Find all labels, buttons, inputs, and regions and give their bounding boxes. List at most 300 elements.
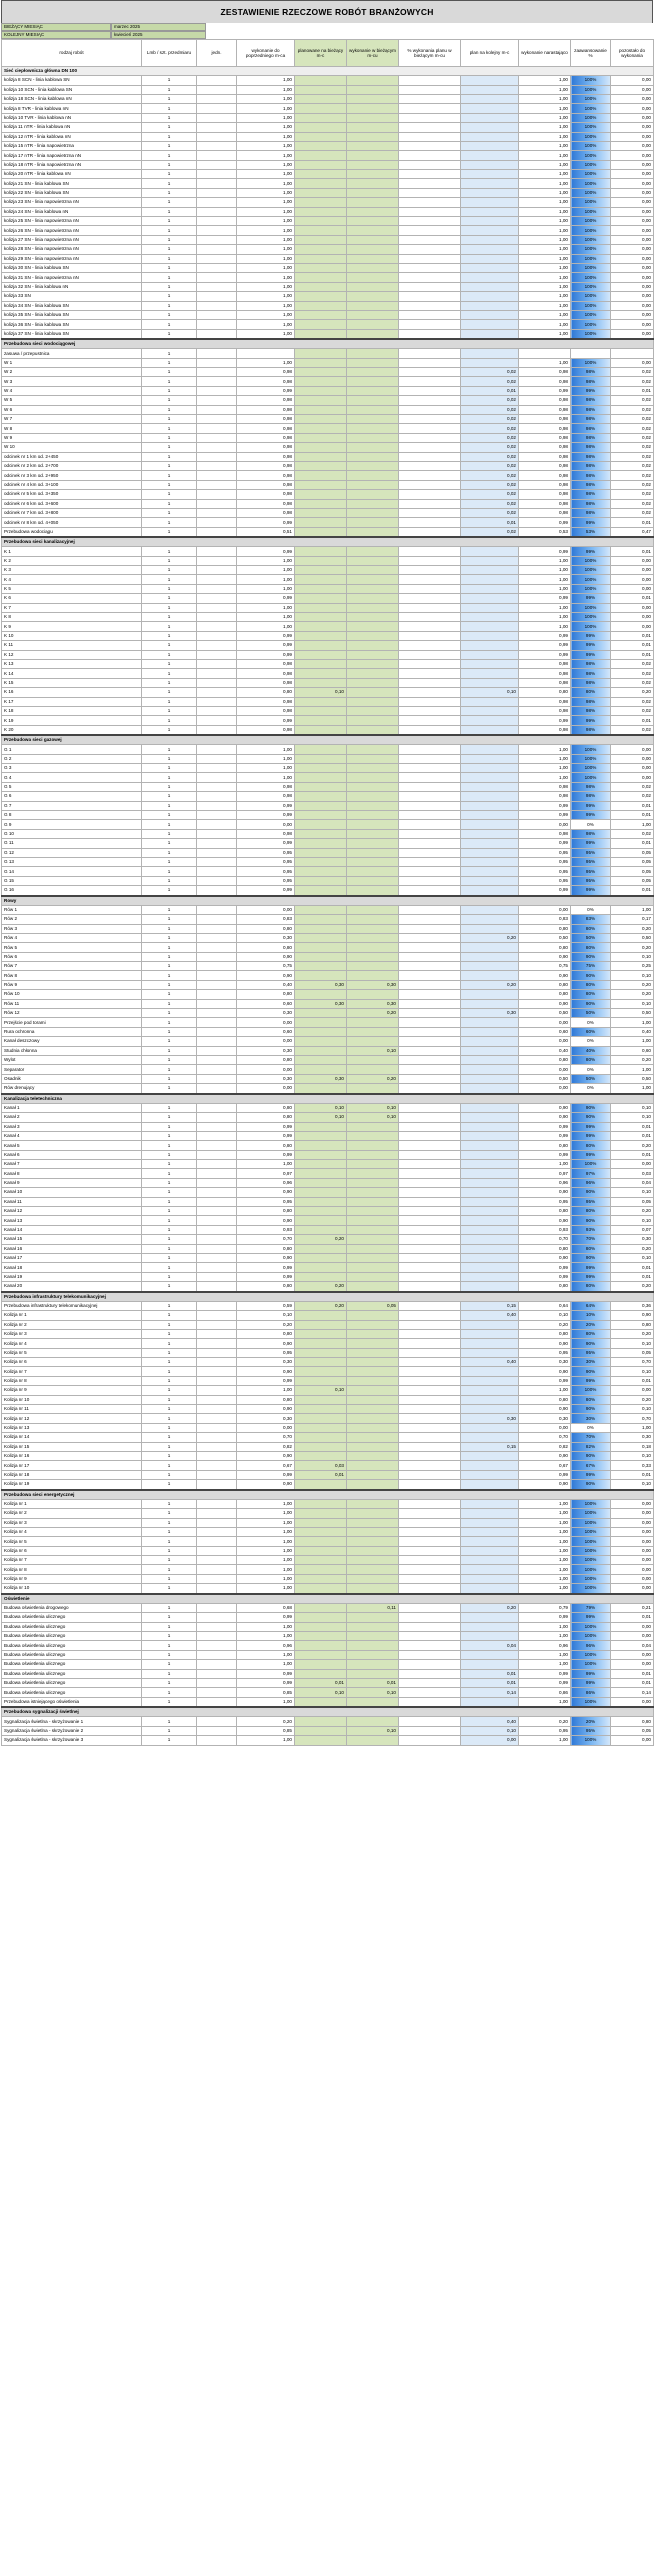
table-cell <box>197 358 237 367</box>
table-cell: Kanał 10 <box>2 1188 142 1197</box>
table-cell <box>399 1565 461 1574</box>
table-cell: 0,90 <box>237 1405 295 1414</box>
table-cell: 0,99 <box>237 1122 295 1131</box>
table-cell <box>347 1282 399 1292</box>
table-cell <box>347 368 399 377</box>
table-cell <box>197 508 237 517</box>
table-cell: 79% <box>571 1603 611 1612</box>
table-cell <box>295 1197 347 1206</box>
table-cell: 1,00 <box>519 151 571 160</box>
table-row <box>2 1414 654 1423</box>
table-cell: 0,98 <box>237 669 295 678</box>
table-cell: 0,99 <box>237 1470 295 1479</box>
table-cell <box>399 104 461 113</box>
table-cell: 1 <box>142 452 197 461</box>
table-cell <box>399 745 461 754</box>
table-cell: 0,90 <box>519 1254 571 1263</box>
table-cell: 0,00 <box>611 754 654 763</box>
table-row <box>2 1329 654 1338</box>
table-cell: 0,01 <box>295 1470 347 1479</box>
table-cell: 0,01 <box>611 1150 654 1159</box>
table-cell: 98% <box>571 725 611 735</box>
table-row <box>2 1178 654 1187</box>
table-cell: 0,00 <box>611 264 654 273</box>
table-cell: 95% <box>571 1348 611 1357</box>
table-cell: 99% <box>571 1470 611 1479</box>
table-cell: 1 <box>142 952 197 961</box>
table-cell <box>399 1207 461 1216</box>
table-cell <box>399 1018 461 1027</box>
table-cell <box>295 310 347 319</box>
table-cell <box>461 160 519 169</box>
table-cell: 1 <box>142 1348 197 1357</box>
table-cell <box>197 1452 237 1461</box>
table-cell <box>399 85 461 94</box>
table-cell <box>461 1395 519 1404</box>
table-cell <box>197 782 237 791</box>
table-cell: 0,98 <box>519 462 571 471</box>
table-cell: 0,02 <box>611 792 654 801</box>
table-cell: 1,00 <box>237 264 295 273</box>
table-cell: 95% <box>571 1726 611 1735</box>
table-cell: 0,10 <box>611 1188 654 1197</box>
table-cell <box>295 943 347 952</box>
table-cell: Kolizja nr 8 <box>2 1565 142 1574</box>
table-cell: 1 <box>142 113 197 122</box>
table-cell: 98% <box>571 480 611 489</box>
table-cell <box>461 1113 519 1122</box>
table-cell <box>399 358 461 367</box>
table-cell <box>461 349 519 358</box>
table-cell <box>399 282 461 291</box>
table-cell <box>461 1254 519 1263</box>
table-cell: Kolizja nr 16 <box>2 1452 142 1461</box>
table-cell <box>197 1235 237 1244</box>
table-cell: 1,00 <box>519 764 571 773</box>
table-cell: 100% <box>571 170 611 179</box>
table-cell <box>399 1442 461 1451</box>
table-cell: 0,90 <box>237 1452 295 1461</box>
table-cell <box>399 1009 461 1018</box>
table-cell: 1,00 <box>519 141 571 150</box>
table-cell: 0,00 <box>611 113 654 122</box>
table-cell: Rów 7 <box>2 962 142 971</box>
table-cell: 0,99 <box>237 641 295 650</box>
table-cell <box>347 301 399 310</box>
table-cell <box>461 1660 519 1669</box>
table-cell <box>197 1009 237 1018</box>
table-cell <box>461 1509 519 1518</box>
table-cell <box>295 631 347 640</box>
table-cell: 1 <box>142 848 197 857</box>
table-row <box>2 1650 654 1659</box>
table-row <box>2 848 654 857</box>
table-cell <box>399 547 461 556</box>
table-cell: 1 <box>142 669 197 678</box>
table-cell <box>399 1622 461 1631</box>
table-cell <box>399 1122 461 1131</box>
table-cell: 70% <box>571 1433 611 1442</box>
table-cell <box>295 301 347 310</box>
table-cell: 100% <box>571 132 611 141</box>
table-cell <box>347 518 399 527</box>
table-cell: 0,00 <box>611 198 654 207</box>
table-cell: 0,96 <box>237 1641 295 1650</box>
table-cell <box>295 508 347 517</box>
table-cell: 1 <box>142 254 197 263</box>
table-cell: 1,00 <box>237 566 295 575</box>
table-cell: 1 <box>142 226 197 235</box>
table-cell: 1 <box>142 1320 197 1329</box>
table-cell <box>399 301 461 310</box>
table-cell: 0,01 <box>461 1678 519 1687</box>
table-cell <box>347 697 399 706</box>
table-cell: Rów 3 <box>2 924 142 933</box>
table-cell: 100% <box>571 773 611 782</box>
table-cell: 0,98 <box>519 725 571 735</box>
table-cell: 0,10 <box>611 1367 654 1376</box>
table-cell: Kanał deszczowy <box>2 1037 142 1046</box>
table-cell: 1 <box>142 1546 197 1555</box>
table-row <box>2 1348 654 1357</box>
table-cell: 1 <box>142 1244 197 1253</box>
table-cell <box>461 745 519 754</box>
table-cell <box>399 499 461 508</box>
table-cell: 0,98 <box>237 829 295 838</box>
table-cell <box>197 811 237 820</box>
table-cell: 0,20 <box>611 980 654 989</box>
table-cell: 1 <box>142 1272 197 1281</box>
table-cell <box>399 1131 461 1140</box>
table-cell: 83% <box>571 915 611 924</box>
table-cell: 1,00 <box>519 217 571 226</box>
table-cell <box>197 1358 237 1367</box>
table-cell: 1 <box>142 792 197 801</box>
table-cell: Kanał 1 <box>2 1103 142 1112</box>
header-cell: wykonanie w bieżącym m-cu <box>347 40 399 67</box>
table-cell: 0,98 <box>519 697 571 706</box>
table-cell: 1 <box>142 1395 197 1404</box>
table-cell: 1,00 <box>519 1584 571 1594</box>
table-cell: 0,10 <box>295 1386 347 1395</box>
table-row <box>2 405 654 414</box>
table-cell: 100% <box>571 254 611 263</box>
table-cell <box>295 1348 347 1357</box>
table-row <box>2 1367 654 1376</box>
table-cell <box>461 1225 519 1234</box>
table-cell: 100% <box>571 1546 611 1555</box>
table-cell: 1,00 <box>237 85 295 94</box>
table-cell: 0,00 <box>611 207 654 216</box>
table-row <box>2 113 654 122</box>
table-cell: K 15 <box>2 678 142 687</box>
table-cell <box>399 1301 461 1310</box>
table-cell: 0,95 <box>519 858 571 867</box>
table-cell: 0,90 <box>519 952 571 961</box>
table-cell: 0,11 <box>347 1603 399 1612</box>
table-cell: 0,20 <box>461 980 519 989</box>
table-cell: kolizja 12 nTR - linia kablowa nN <box>2 132 142 141</box>
table-cell: 80% <box>571 980 611 989</box>
table-cell <box>197 990 237 999</box>
table-cell: 1 <box>142 1225 197 1234</box>
table-cell: Kanał 15 <box>2 1235 142 1244</box>
table-cell: 1 <box>142 1103 197 1112</box>
table-cell: 90% <box>571 1188 611 1197</box>
table-row <box>2 386 654 395</box>
table-cell <box>347 1499 399 1508</box>
table-cell: 0,05 <box>611 867 654 876</box>
table-cell <box>399 858 461 867</box>
table-cell: 1,00 <box>519 123 571 132</box>
table-cell <box>347 85 399 94</box>
table-row <box>2 1405 654 1414</box>
table-cell <box>197 1574 237 1583</box>
table-cell <box>197 452 237 461</box>
table-cell: 0,98 <box>519 368 571 377</box>
table-cell: 1,00 <box>519 1650 571 1659</box>
table-cell: 0,70 <box>237 1235 295 1244</box>
table-cell: 100% <box>571 1574 611 1583</box>
table-cell: 1 <box>142 104 197 113</box>
table-cell: W 3 <box>2 377 142 386</box>
table-cell: G 8 <box>2 811 142 820</box>
table-cell <box>461 867 519 876</box>
table-cell: 0,02 <box>611 669 654 678</box>
table-cell: 0,14 <box>611 1688 654 1697</box>
table-cell: 0,59 <box>237 1301 295 1310</box>
meta-key: KOLEJNY MIESIĄC <box>1 31 111 39</box>
table-cell <box>197 660 237 669</box>
table-cell: 1,00 <box>237 160 295 169</box>
table-cell: 0,99 <box>519 641 571 650</box>
table-cell <box>197 282 237 291</box>
table-cell <box>399 688 461 697</box>
table-row <box>2 329 654 339</box>
table-cell <box>461 1527 519 1536</box>
table-row <box>2 1084 654 1094</box>
table-cell: 1,00 <box>519 1518 571 1527</box>
table-cell: 80% <box>571 1329 611 1338</box>
table-cell <box>197 584 237 593</box>
table-cell: 0,40 <box>461 1717 519 1726</box>
table-body <box>2 67 654 1746</box>
table-cell: 0,10 <box>295 1688 347 1697</box>
table-cell <box>197 697 237 706</box>
table-cell: Kolizja nr 1 <box>2 1311 142 1320</box>
table-cell <box>347 1613 399 1622</box>
table-cell <box>461 1386 519 1395</box>
table-cell <box>399 170 461 179</box>
table-cell <box>461 320 519 329</box>
table-cell: 0,98 <box>519 706 571 715</box>
table-row <box>2 433 654 442</box>
table-cell <box>197 594 237 603</box>
table-cell <box>295 1320 347 1329</box>
table-cell: 0,05 <box>611 1348 654 1357</box>
table-cell: 0,90 <box>519 1216 571 1225</box>
section-header <box>2 1594 654 1604</box>
table-cell: 0,00 <box>611 1622 654 1631</box>
table-cell <box>295 1178 347 1187</box>
table-cell: 1 <box>142 480 197 489</box>
table-cell <box>197 1329 237 1338</box>
table-cell: 1 <box>142 867 197 876</box>
table-cell: 0,98 <box>237 424 295 433</box>
table-cell: 1,00 <box>237 310 295 319</box>
table-cell <box>399 490 461 499</box>
table-cell: 0,02 <box>611 678 654 687</box>
table-cell: 1 <box>142 179 197 188</box>
table-cell <box>461 1423 519 1432</box>
table-cell: odcinek nr 7 km od. 3+800 <box>2 508 142 517</box>
table-cell <box>295 433 347 442</box>
table-row <box>2 1584 654 1594</box>
table-row <box>2 1235 654 1244</box>
table-cell <box>399 697 461 706</box>
header-cell: rodzaj robót <box>2 40 142 67</box>
table-cell <box>295 575 347 584</box>
table-cell <box>295 1527 347 1536</box>
table-cell <box>399 839 461 848</box>
table-cell: 80% <box>571 1207 611 1216</box>
table-cell <box>295 962 347 971</box>
table-row <box>2 1641 654 1650</box>
table-cell: 0,99 <box>519 1131 571 1140</box>
table-cell: 1,00 <box>611 1037 654 1046</box>
table-cell: Kanał 12 <box>2 1207 142 1216</box>
table-cell: 100% <box>571 226 611 235</box>
table-cell <box>347 1122 399 1131</box>
table-cell: 100% <box>571 264 611 273</box>
table-cell <box>461 839 519 848</box>
table-cell: 0,02 <box>461 415 519 424</box>
table-cell: 1,00 <box>519 745 571 754</box>
table-cell: 1 <box>142 1367 197 1376</box>
table-cell <box>197 1717 237 1726</box>
table-cell: 0,02 <box>461 480 519 489</box>
table-cell: 0,01 <box>611 839 654 848</box>
table-cell: 0,98 <box>237 396 295 405</box>
table-cell: W 6 <box>2 405 142 414</box>
table-cell: kolizja 8 TVR - linia kablowa nN <box>2 104 142 113</box>
table-cell <box>399 1150 461 1159</box>
table-cell <box>399 320 461 329</box>
table-cell: Osadnik <box>2 1074 142 1083</box>
table-cell <box>461 1027 519 1036</box>
table-cell <box>295 217 347 226</box>
table-cell <box>197 1641 237 1650</box>
table-cell: 90% <box>571 1339 611 1348</box>
table-cell: 0,99 <box>237 1669 295 1678</box>
table-row <box>2 622 654 631</box>
table-cell: 0,01 <box>461 1669 519 1678</box>
table-cell: 1,00 <box>237 226 295 235</box>
table-cell: 1,00 <box>519 566 571 575</box>
header-cell: wykonanie do poprzedniego m-ca <box>237 40 295 67</box>
table-cell: 0,98 <box>237 377 295 386</box>
table-cell <box>399 1470 461 1479</box>
table-cell: 0,00 <box>611 310 654 319</box>
table-cell: 0,04 <box>611 1641 654 1650</box>
table-cell <box>399 915 461 924</box>
table-cell: 0,70 <box>519 1433 571 1442</box>
table-cell <box>399 876 461 885</box>
table-cell <box>399 594 461 603</box>
table-cell <box>461 782 519 791</box>
table-cell: 1 <box>142 801 197 810</box>
table-cell <box>347 1470 399 1479</box>
table-cell <box>347 867 399 876</box>
table-cell: 0,90 <box>519 1188 571 1197</box>
table-cell <box>347 547 399 556</box>
table-cell <box>197 773 237 782</box>
table-cell: 0,00 <box>519 820 571 829</box>
table-cell: 90% <box>571 1452 611 1461</box>
table-cell <box>295 1442 347 1451</box>
table-cell: 1 <box>142 1697 197 1707</box>
table-cell <box>399 764 461 773</box>
table-cell <box>461 1178 519 1187</box>
table-cell: 0,90 <box>519 1367 571 1376</box>
table-cell: Kanał 3 <box>2 1122 142 1131</box>
table-cell: Kolizja nr 12 <box>2 1414 142 1423</box>
table-row <box>2 566 654 575</box>
table-cell: 0,20 <box>461 1603 519 1612</box>
table-cell: 1 <box>142 1160 197 1169</box>
table-cell: 0,95 <box>519 848 571 857</box>
table-cell: 0,95 <box>519 867 571 876</box>
table-cell <box>347 188 399 197</box>
table-cell: 0,40 <box>611 1027 654 1036</box>
table-row <box>2 706 654 715</box>
table-cell: 1 <box>142 1527 197 1536</box>
table-cell <box>399 1480 461 1490</box>
table-cell <box>347 1027 399 1036</box>
table-cell <box>295 915 347 924</box>
table-cell: 0,79 <box>519 1603 571 1612</box>
table-row <box>2 349 654 358</box>
table-cell: 0,10 <box>519 1311 571 1320</box>
table-cell: Przejście pod torami <box>2 1018 142 1027</box>
table-cell <box>461 556 519 565</box>
table-row <box>2 443 654 452</box>
table-cell <box>295 462 347 471</box>
table-cell: 1 <box>142 764 197 773</box>
table-cell: 0,15 <box>461 1301 519 1310</box>
table-cell <box>295 424 347 433</box>
table-cell <box>197 820 237 829</box>
table-cell: 0,02 <box>611 415 654 424</box>
table-cell <box>399 886 461 896</box>
section-title: Przebudowa sieci gazowej <box>2 735 654 745</box>
table-cell: 0,02 <box>611 490 654 499</box>
table-cell <box>295 1263 347 1272</box>
table-cell <box>461 301 519 310</box>
table-row <box>2 1480 654 1490</box>
table-cell: 0,04 <box>611 1178 654 1187</box>
table-cell <box>197 1254 237 1263</box>
table-cell <box>197 1423 237 1432</box>
meta-row-current <box>1 23 653 31</box>
table-cell: 1 <box>142 1632 197 1641</box>
table-cell <box>295 1160 347 1169</box>
table-cell: 0,98 <box>519 424 571 433</box>
table-cell <box>347 688 399 697</box>
table-cell <box>295 490 347 499</box>
table-cell: 1 <box>142 678 197 687</box>
table-cell <box>461 85 519 94</box>
